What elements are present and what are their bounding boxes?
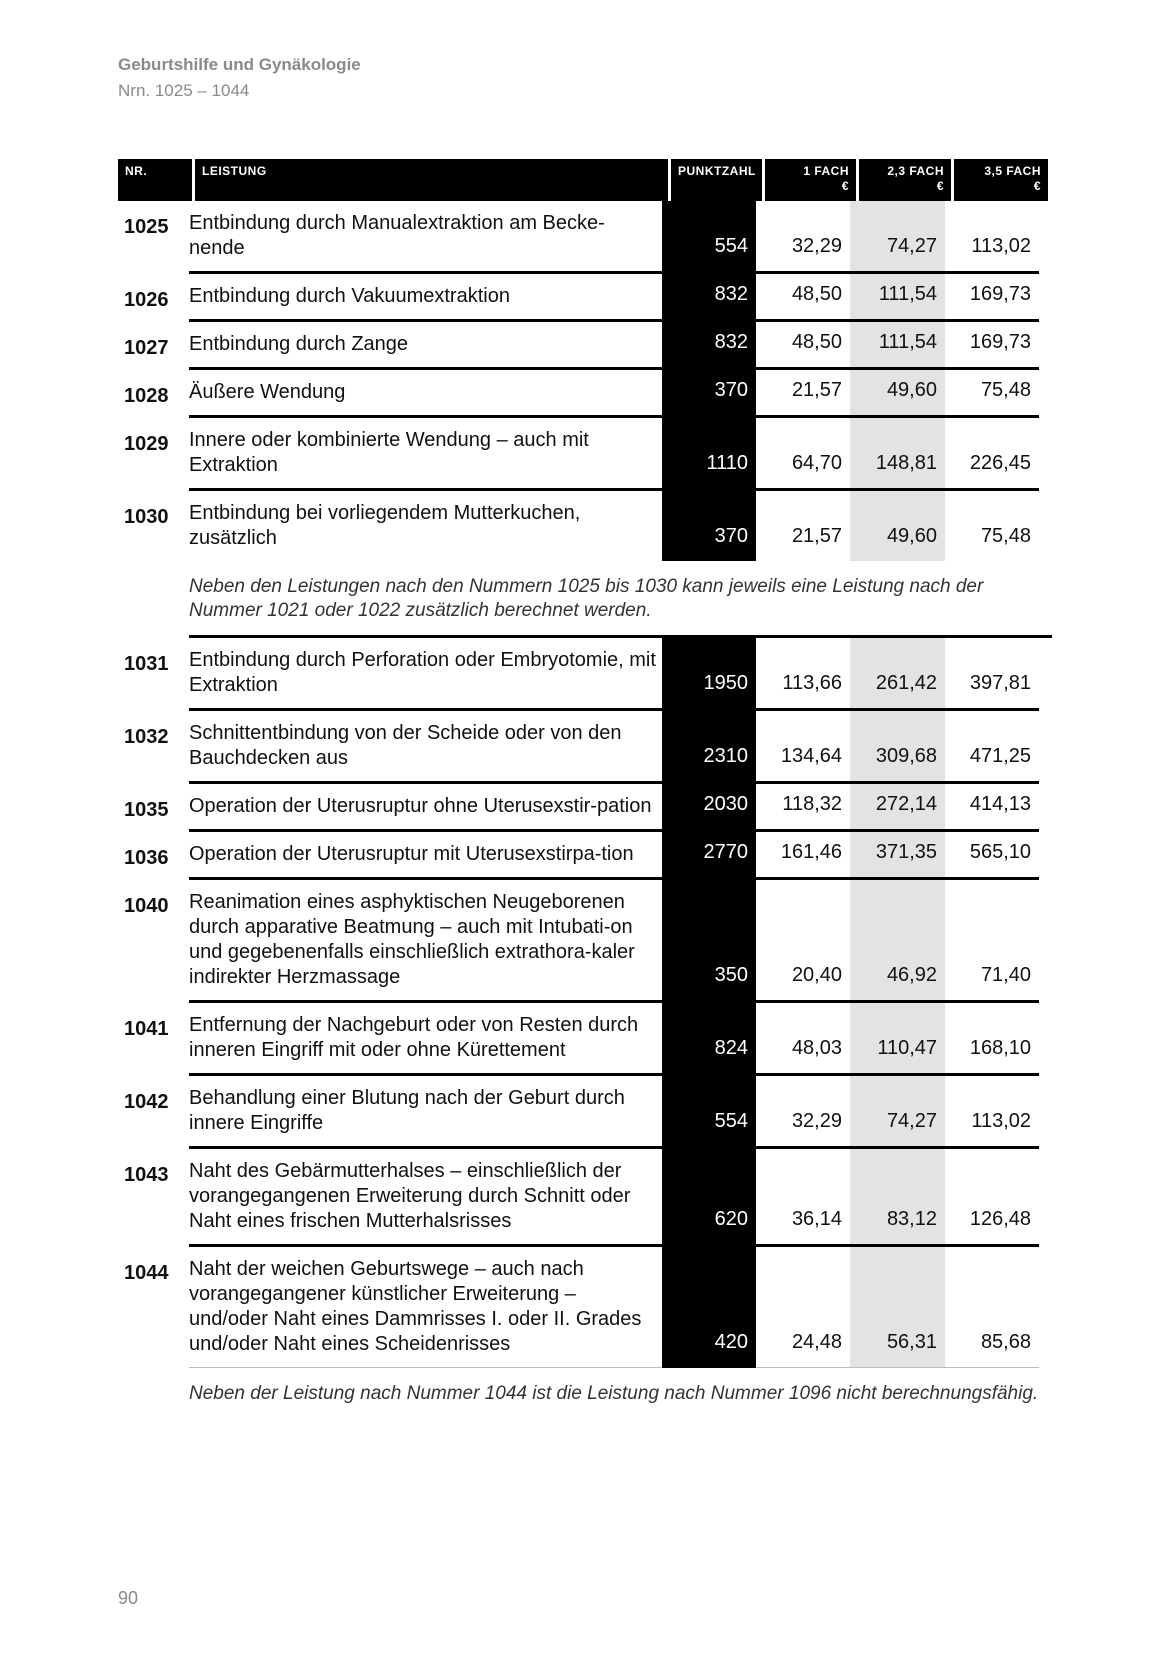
row-fee-3-5-fach: 169,73	[945, 274, 1039, 322]
row-description: Behandlung einer Blutung nach der Geburt durch innere Eingriffe	[189, 1076, 662, 1149]
row-fee-1-fach: 161,46	[756, 832, 850, 880]
row-fee-2-3-fach: 110,47	[850, 1003, 945, 1076]
row-fee-2-3-fach: 56,31	[850, 1247, 945, 1368]
section-subtitle: Nrn. 1025 – 1044	[118, 81, 250, 100]
row-number: 1027	[124, 337, 169, 359]
row-description: Entfernung der Nachgeburt oder von Resten durch inneren Eingriff mit oder ohne Kürettement	[189, 1003, 662, 1076]
row-fee-2-3-fach: 83,12	[850, 1149, 945, 1247]
row-fee-1-fach: 64,70	[756, 418, 850, 491]
row-fee-1-fach: 134,64	[756, 711, 850, 784]
row-fee-2-3-fach: 49,60	[850, 491, 945, 561]
column-header-nr: NR.	[118, 159, 192, 201]
row-description: Naht der weichen Geburtswege – auch nach vorangegangener künstlicher Erweiterung – und/oder Naht eines Dammrisses I. oder II. Grades und/oder Naht eines Scheidenrisses	[189, 1247, 662, 1368]
row-number: 1025	[124, 216, 169, 238]
table-row	[118, 1149, 1052, 1247]
row-description: Innere oder kombinierte Wendung – auch mit Extraktion	[189, 418, 662, 491]
row-fee-1-fach: 48,03	[756, 1003, 850, 1076]
note-1: Neben den Leistungen nach den Nummern 1025 bis 1030 kann jeweils eine Leistung nach der Nummer 1021 oder 1022 zusätzlich berechnet werden.	[189, 561, 1052, 638]
row-fee-2-3-fach: 46,92	[850, 880, 945, 1003]
row-fee-2-3-fach: 148,81	[850, 418, 945, 491]
table-row	[118, 1076, 1052, 1149]
note-2: Neben der Leistung nach Nummer 1044 ist die Leistung nach Nummer 1096 nicht berechnungsfähig.	[189, 1383, 1039, 1404]
row-fee-1-fach: 36,14	[756, 1149, 850, 1247]
row-number: 1030	[124, 506, 169, 528]
row-punktzahl: 350	[662, 880, 756, 1003]
column-header-3-5-fach	[954, 159, 1048, 201]
row-punktzahl: 1110	[662, 418, 756, 491]
row-fee-1-fach: 20,40	[756, 880, 850, 1003]
row-fee-3-5-fach: 71,40	[945, 880, 1039, 1003]
currency-symbol: €	[841, 179, 849, 193]
row-description: Reanimation eines asphyktischen Neugeborenen durch apparative Beatmung – auch mit Intubati-on und gegebenenfalls einschließlich extrathora-kaler indirekter Herzmassage	[189, 880, 662, 1003]
column-header-3-5-fach-label: 3,5 FACH	[984, 164, 1041, 178]
row-description: Entbindung durch Perforation oder Embryotomie, mit Extraktion	[189, 638, 662, 711]
row-number: 1042	[124, 1091, 169, 1113]
row-description: Operation der Uterusruptur ohne Uterusexstir-pation	[189, 784, 662, 832]
column-header-2-3-fach	[859, 159, 951, 201]
row-punktzahl: 2770	[662, 832, 756, 880]
row-description: Naht des Gebärmutterhalses – einschließlich der vorangegangenen Erweiterung durch Schnitt oder Naht eines frischen Mutterhalsrisses	[189, 1149, 662, 1247]
table-row	[118, 880, 1052, 1003]
row-fee-2-3-fach: 309,68	[850, 711, 945, 784]
table-row	[118, 201, 1052, 274]
column-header-2-3-fach-label: 2,3 FACH	[887, 164, 944, 178]
row-fee-2-3-fach: 49,60	[850, 370, 945, 418]
row-number: 1036	[124, 847, 169, 869]
row-fee-1-fach: 118,32	[756, 784, 850, 832]
row-punktzahl: 824	[662, 1003, 756, 1076]
row-fee-3-5-fach: 85,68	[945, 1247, 1039, 1368]
row-fee-1-fach: 32,29	[756, 1076, 850, 1149]
row-description: Operation der Uterusruptur mit Uterusexstirpa-tion	[189, 832, 662, 880]
currency-symbol: €	[936, 179, 944, 193]
row-punktzahl: 420	[662, 1247, 756, 1368]
row-fee-1-fach: 113,66	[756, 638, 850, 711]
fee-table	[118, 159, 1052, 1418]
row-fee-3-5-fach: 565,10	[945, 832, 1039, 880]
row-fee-3-5-fach: 126,48	[945, 1149, 1039, 1247]
row-number: 1043	[124, 1164, 169, 1186]
row-description: Entbindung durch Manualextraktion am Becke-nende	[189, 201, 662, 274]
row-number: 1040	[124, 895, 169, 917]
column-header-1-fach-label: 1 FACH	[803, 164, 849, 178]
row-number: 1035	[124, 799, 169, 821]
row-punktzahl: 370	[662, 370, 756, 418]
row-fee-3-5-fach: 168,10	[945, 1003, 1039, 1076]
page-number: 90	[118, 1588, 139, 1608]
row-fee-3-5-fach: 226,45	[945, 418, 1039, 491]
row-fee-2-3-fach: 272,14	[850, 784, 945, 832]
row-fee-3-5-fach: 75,48	[980, 525, 1031, 547]
table-header	[118, 159, 1052, 201]
section-title: Geburtshilfe und Gynäkologie	[118, 55, 361, 74]
row-punktzahl: 370	[662, 491, 756, 561]
row-fee-3-5-fach: 397,81	[945, 638, 1039, 711]
column-header-leistung: LEISTUNG	[195, 159, 668, 201]
row-fee-2-3-fach: 371,35	[850, 832, 945, 880]
row-fee-2-3-fach: 74,27	[850, 201, 945, 274]
row-description: Entbindung bei vorliegendem Mutterkuchen, zusätzlich	[189, 502, 581, 549]
row-fee-3-5-fach: 113,02	[945, 201, 1039, 274]
currency-symbol: €	[1033, 179, 1041, 193]
table-group-1	[118, 201, 1052, 561]
row-punktzahl: 832	[662, 274, 756, 322]
row-fee-2-3-fach: 261,42	[850, 638, 945, 711]
column-header-punktzahl: PUNKTZAHL	[671, 159, 762, 201]
table-row	[118, 832, 1052, 880]
table-row	[118, 322, 1052, 370]
row-fee-3-5-fach: 471,25	[945, 711, 1039, 784]
row-fee-3-5-fach: 113,02	[945, 1076, 1039, 1149]
row-punktzahl: 2310	[662, 711, 756, 784]
table-row	[118, 1003, 1052, 1076]
row-fee-1-fach: 32,29	[756, 201, 850, 274]
row-punktzahl: 620	[662, 1149, 756, 1247]
row-number: 1026	[124, 289, 169, 311]
table-row	[118, 370, 1052, 418]
row-number: 1044	[124, 1262, 169, 1284]
row-number: 1029	[124, 433, 169, 455]
row-punktzahl: 554	[662, 1076, 756, 1149]
table-row	[118, 638, 1052, 711]
row-fee-2-3-fach: 111,54	[850, 322, 945, 370]
row-punktzahl: 2030	[662, 784, 756, 832]
row-fee-1-fach: 48,50	[756, 274, 850, 322]
row-fee-1-fach: 48,50	[756, 322, 850, 370]
page-header	[118, 54, 361, 102]
row-description: Entbindung durch Vakuumextraktion	[189, 274, 662, 322]
row-description: Entbindung durch Zange	[189, 322, 662, 370]
table-row	[118, 491, 1052, 561]
row-fee-2-3-fach: 111,54	[850, 274, 945, 322]
row-fee-1-fach: 21,57	[756, 370, 850, 418]
row-fee-3-5-fach: 414,13	[945, 784, 1039, 832]
table-row	[118, 274, 1052, 322]
row-fee-1-fach: 21,57	[791, 525, 842, 547]
table-group-2	[118, 638, 1052, 1368]
column-header-1-fach	[765, 159, 856, 201]
row-fee-3-5-fach: 75,48	[945, 370, 1039, 418]
table-row	[118, 418, 1052, 491]
row-description: Schnittentbindung von der Scheide oder von den Bauchdecken aus	[189, 711, 662, 784]
row-punktzahl: 1950	[662, 638, 756, 711]
row-number: 1031	[124, 653, 169, 675]
table-row	[118, 784, 1052, 832]
row-fee-1-fach: 24,48	[756, 1247, 850, 1368]
row-number: 1028	[124, 385, 169, 407]
row-number: 1032	[124, 726, 169, 748]
row-fee-3-5-fach: 169,73	[945, 322, 1039, 370]
row-number: 1041	[124, 1018, 169, 1040]
row-punktzahl: 554	[662, 201, 756, 274]
row-fee-2-3-fach: 74,27	[850, 1076, 945, 1149]
table-row	[118, 711, 1052, 784]
row-description: Äußere Wendung	[189, 370, 662, 418]
table-row	[118, 1247, 1052, 1368]
row-punktzahl: 832	[662, 322, 756, 370]
